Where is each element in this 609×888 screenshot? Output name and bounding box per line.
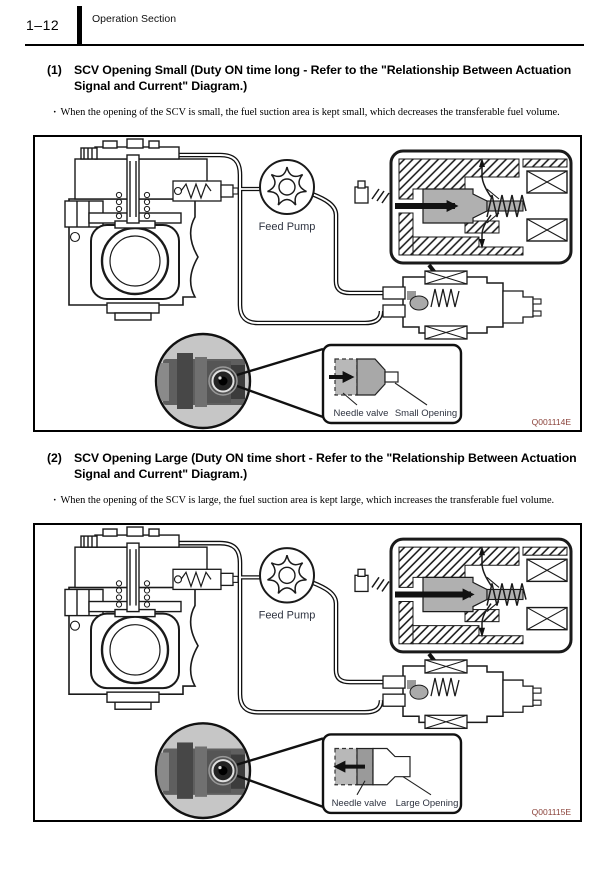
section-heading-text: SCV Opening Small (Duty ON time long - Refer to the "Relationship Between Actuation Signal and Current" Diagram.) xyxy=(74,63,572,93)
feed-pump-label: Feed Pump xyxy=(258,609,316,622)
needle-valve-label: Needle valve xyxy=(333,408,389,419)
bullet-text: When the opening of the SCV is large, the fuel suction area is kept large, which increases the transferable fuel volume. xyxy=(60,495,555,506)
header-section-title: Operation Section xyxy=(92,13,177,25)
section-heading-2 xyxy=(47,451,585,483)
figure-scv-opening-small xyxy=(33,135,582,432)
figure-scv-opening-large xyxy=(33,523,582,822)
bullet-marker: · xyxy=(53,495,57,506)
section-heading-text: SCV Opening Large (Duty ON time short - Refer to the "Relationship Between Actuation Signal and Current" Diagram.) xyxy=(74,451,577,481)
bullet-note-1 xyxy=(53,106,581,119)
figure-code: Q001114E xyxy=(531,417,571,427)
feed-pump-label: Feed Pump xyxy=(258,221,316,233)
bullet-text: When the opening of the SCV is small, the fuel suction area is kept small, which decreases the transferable fuel volume. xyxy=(60,107,560,118)
needle-valve-label: Needle valve xyxy=(331,797,387,809)
section-heading-1 xyxy=(47,63,585,95)
section-index: (1) xyxy=(47,63,62,77)
bullet-note-2 xyxy=(53,494,581,507)
header-rule xyxy=(25,44,584,46)
opening-label: Small Opening xyxy=(394,408,458,419)
header-divider-bar xyxy=(77,6,82,44)
opening-label: Large Opening xyxy=(395,797,459,809)
figure-code: Q001115E xyxy=(531,806,571,817)
page-number: 1–12 xyxy=(26,17,60,33)
bullet-marker: · xyxy=(53,107,57,118)
section-index: (2) xyxy=(47,451,62,465)
